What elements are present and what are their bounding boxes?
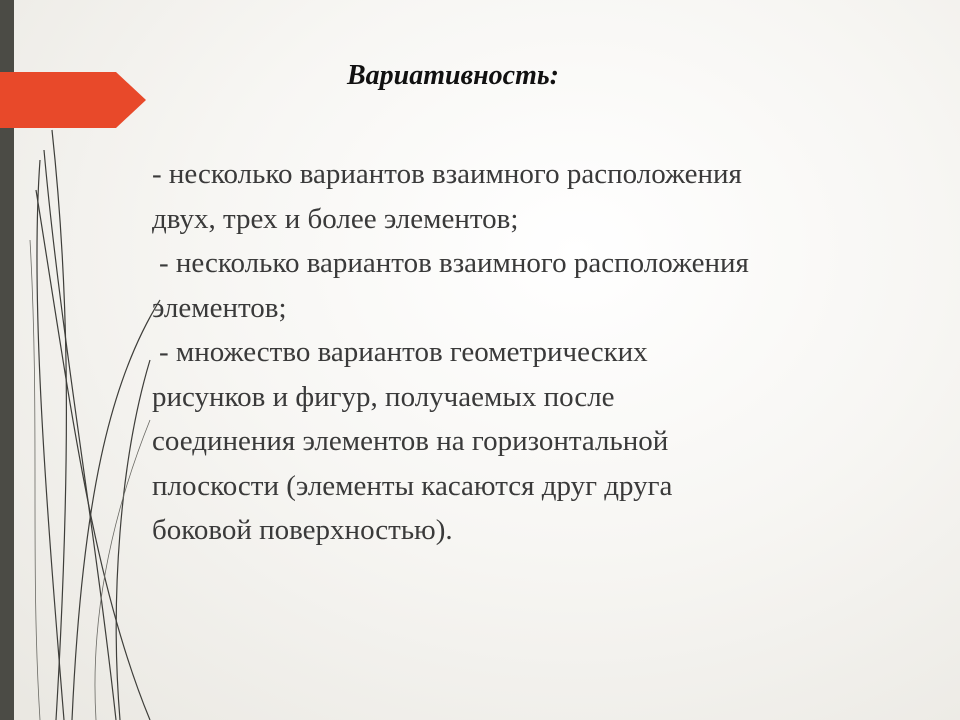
body-line: элементов; xyxy=(152,291,287,324)
body-line: плоскости (элементы касаются друг друга xyxy=(152,469,673,502)
body-line: - множество вариантов геометрических xyxy=(159,336,648,368)
body-line: двух, трех и более элементов; xyxy=(152,202,519,235)
body-line: соединения элементов на горизонтальной xyxy=(152,425,669,457)
slide-body xyxy=(152,152,932,553)
accent-arrow-tab xyxy=(0,72,146,128)
body-line: - несколько вариантов взаимного расположения xyxy=(152,158,742,190)
body-line: - несколько вариантов взаимного расположения xyxy=(159,247,749,279)
body-line: рисунков и фигур, получаемых после xyxy=(152,380,615,413)
body-line: боковой поверхностью). xyxy=(152,514,453,546)
slide-title: Вариативность: xyxy=(347,60,559,91)
